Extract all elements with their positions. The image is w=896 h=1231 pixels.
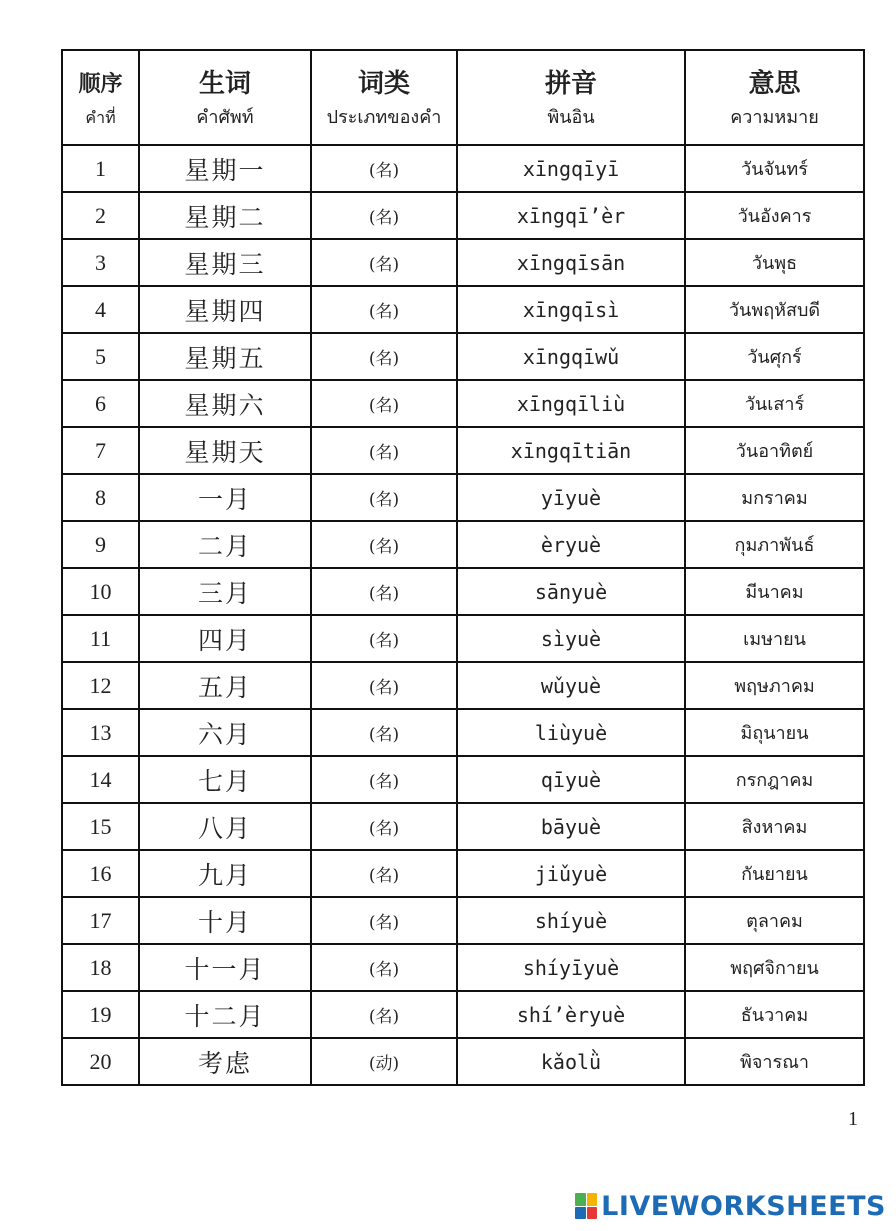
- row-part-of-speech: (名): [311, 615, 457, 662]
- row-number: 15: [62, 803, 139, 850]
- row-number: 16: [62, 850, 139, 897]
- row-number: 9: [62, 521, 139, 568]
- row-meaning: มกราคม: [685, 474, 864, 521]
- row-word: 星期五: [139, 333, 311, 380]
- row-pinyin: wǔyuè: [457, 662, 685, 709]
- row-pinyin: shíyīyuè: [457, 944, 685, 991]
- table-row: [62, 897, 864, 944]
- table-row: [62, 615, 864, 662]
- row-word: 十一月: [139, 944, 311, 991]
- row-part-of-speech: (名): [311, 333, 457, 380]
- table-row: [62, 662, 864, 709]
- header-part-of-speech: [311, 50, 457, 145]
- row-pinyin: xīngqīsān: [457, 239, 685, 286]
- row-part-of-speech: (名): [311, 239, 457, 286]
- row-word: 五月: [139, 662, 311, 709]
- row-meaning: กุมภาพันธ์: [685, 521, 864, 568]
- header-meaning-th: ความหมาย: [730, 106, 819, 128]
- row-part-of-speech: (名): [311, 803, 457, 850]
- table-row: [62, 709, 864, 756]
- row-meaning: ตุลาคม: [685, 897, 864, 944]
- row-meaning: พฤศจิกายน: [685, 944, 864, 991]
- row-word: 七月: [139, 756, 311, 803]
- table-row: [62, 239, 864, 286]
- row-number: 4: [62, 286, 139, 333]
- row-part-of-speech: (名): [311, 662, 457, 709]
- row-word: 星期三: [139, 239, 311, 286]
- row-pinyin: yīyuè: [457, 474, 685, 521]
- row-word: 十二月: [139, 991, 311, 1038]
- row-meaning: พิจารณา: [685, 1038, 864, 1085]
- table-row: [62, 474, 864, 521]
- row-number: 10: [62, 568, 139, 615]
- row-pinyin: shí’èryuè: [457, 991, 685, 1038]
- table-row: [62, 192, 864, 239]
- row-pinyin: shíyuè: [457, 897, 685, 944]
- row-word: 星期二: [139, 192, 311, 239]
- row-part-of-speech: (名): [311, 427, 457, 474]
- row-meaning: สิงหาคม: [685, 803, 864, 850]
- row-word: 九月: [139, 850, 311, 897]
- row-number: 14: [62, 756, 139, 803]
- row-part-of-speech: (名): [311, 145, 457, 192]
- watermark-text: LIVEWORKSHEETS: [601, 1190, 886, 1222]
- table-row: [62, 521, 864, 568]
- table-row: [62, 991, 864, 1038]
- row-word: 二月: [139, 521, 311, 568]
- row-pinyin: xīngqīwǔ: [457, 333, 685, 380]
- table-header-row: [62, 50, 864, 145]
- row-part-of-speech: (名): [311, 991, 457, 1038]
- liveworksheets-logo-icon: [575, 1193, 597, 1219]
- row-word: 星期一: [139, 145, 311, 192]
- row-part-of-speech: (名): [311, 474, 457, 521]
- table-row: [62, 427, 864, 474]
- row-part-of-speech: (名): [311, 521, 457, 568]
- row-part-of-speech: (名): [311, 897, 457, 944]
- row-meaning: ธันวาคม: [685, 991, 864, 1038]
- row-pinyin: xīngqītiān: [457, 427, 685, 474]
- table-row: [62, 333, 864, 380]
- row-word: 一月: [139, 474, 311, 521]
- row-pinyin: xīngqīliù: [457, 380, 685, 427]
- row-part-of-speech: (名): [311, 286, 457, 333]
- row-meaning: เมษายน: [685, 615, 864, 662]
- row-part-of-speech: (名): [311, 850, 457, 897]
- vocabulary-table: [61, 49, 865, 1086]
- row-word: 六月: [139, 709, 311, 756]
- row-word: 星期六: [139, 380, 311, 427]
- table-row: [62, 756, 864, 803]
- row-number: 8: [62, 474, 139, 521]
- row-number: 20: [62, 1038, 139, 1085]
- header-pinyin-cn: 拼音: [544, 68, 597, 99]
- row-pinyin: kǎolǜ: [457, 1038, 685, 1085]
- row-number: 1: [62, 145, 139, 192]
- header-number-th: คำที่: [85, 107, 116, 127]
- row-meaning: วันอังคาร: [685, 192, 864, 239]
- table-row: [62, 286, 864, 333]
- row-pinyin: xīngqīyī: [457, 145, 685, 192]
- row-number: 11: [62, 615, 139, 662]
- header-meaning-cn: 意思: [748, 68, 801, 99]
- row-number: 3: [62, 239, 139, 286]
- row-number: 6: [62, 380, 139, 427]
- row-meaning: วันจันทร์: [685, 145, 864, 192]
- row-meaning: วันอาทิตย์: [685, 427, 864, 474]
- row-number: 2: [62, 192, 139, 239]
- row-pinyin: sìyuè: [457, 615, 685, 662]
- row-word: 星期天: [139, 427, 311, 474]
- header-pos-th: ประเภทของคำ: [326, 106, 442, 128]
- row-number: 18: [62, 944, 139, 991]
- header-word: [139, 50, 311, 145]
- row-pinyin: jiǔyuè: [457, 850, 685, 897]
- row-pinyin: xīngqīsì: [457, 286, 685, 333]
- row-part-of-speech: (名): [311, 568, 457, 615]
- header-pinyin-th: พินอิน: [547, 106, 595, 128]
- header-word-cn: 生词: [198, 68, 251, 99]
- liveworksheets-watermark: [575, 1189, 886, 1223]
- row-meaning: กรกฎาคม: [685, 756, 864, 803]
- row-word: 三月: [139, 568, 311, 615]
- header-pinyin: [457, 50, 685, 145]
- row-pinyin: bāyuè: [457, 803, 685, 850]
- row-meaning: มิถุนายน: [685, 709, 864, 756]
- table-row: [62, 1038, 864, 1085]
- row-meaning: มีนาคม: [685, 568, 864, 615]
- table-body: [62, 145, 864, 1085]
- row-pinyin: èryuè: [457, 521, 685, 568]
- row-word: 十月: [139, 897, 311, 944]
- row-meaning: กันยายน: [685, 850, 864, 897]
- table-row: [62, 803, 864, 850]
- row-word: 星期四: [139, 286, 311, 333]
- table-row: [62, 380, 864, 427]
- row-number: 12: [62, 662, 139, 709]
- page-number: 1: [848, 1108, 858, 1130]
- row-pinyin: sānyuè: [457, 568, 685, 615]
- row-number: 5: [62, 333, 139, 380]
- row-pinyin: qīyuè: [457, 756, 685, 803]
- row-pinyin: liùyuè: [457, 709, 685, 756]
- row-meaning: วันศุกร์: [685, 333, 864, 380]
- row-meaning: วันพฤหัสบดี: [685, 286, 864, 333]
- row-number: 7: [62, 427, 139, 474]
- row-word: 考虑: [139, 1038, 311, 1085]
- row-part-of-speech: (名): [311, 756, 457, 803]
- row-number: 13: [62, 709, 139, 756]
- table-row: [62, 944, 864, 991]
- table-row: [62, 568, 864, 615]
- table-row: [62, 145, 864, 192]
- row-word: 八月: [139, 803, 311, 850]
- row-pinyin: xīngqī’èr: [457, 192, 685, 239]
- row-part-of-speech: (名): [311, 709, 457, 756]
- row-part-of-speech: (名): [311, 380, 457, 427]
- row-part-of-speech: (名): [311, 192, 457, 239]
- row-part-of-speech: (名): [311, 944, 457, 991]
- row-meaning: พฤษภาคม: [685, 662, 864, 709]
- row-number: 19: [62, 991, 139, 1038]
- row-number: 17: [62, 897, 139, 944]
- header-meaning: [685, 50, 864, 145]
- header-word-th: คำศัพท์: [196, 106, 254, 128]
- row-part-of-speech: (动): [311, 1038, 457, 1085]
- header-number-cn: 顺序: [78, 70, 123, 97]
- table-row: [62, 850, 864, 897]
- row-meaning: วันเสาร์: [685, 380, 864, 427]
- row-meaning: วันพุธ: [685, 239, 864, 286]
- row-word: 四月: [139, 615, 311, 662]
- header-pos-cn: 词类: [357, 68, 410, 99]
- header-number: [62, 50, 139, 145]
